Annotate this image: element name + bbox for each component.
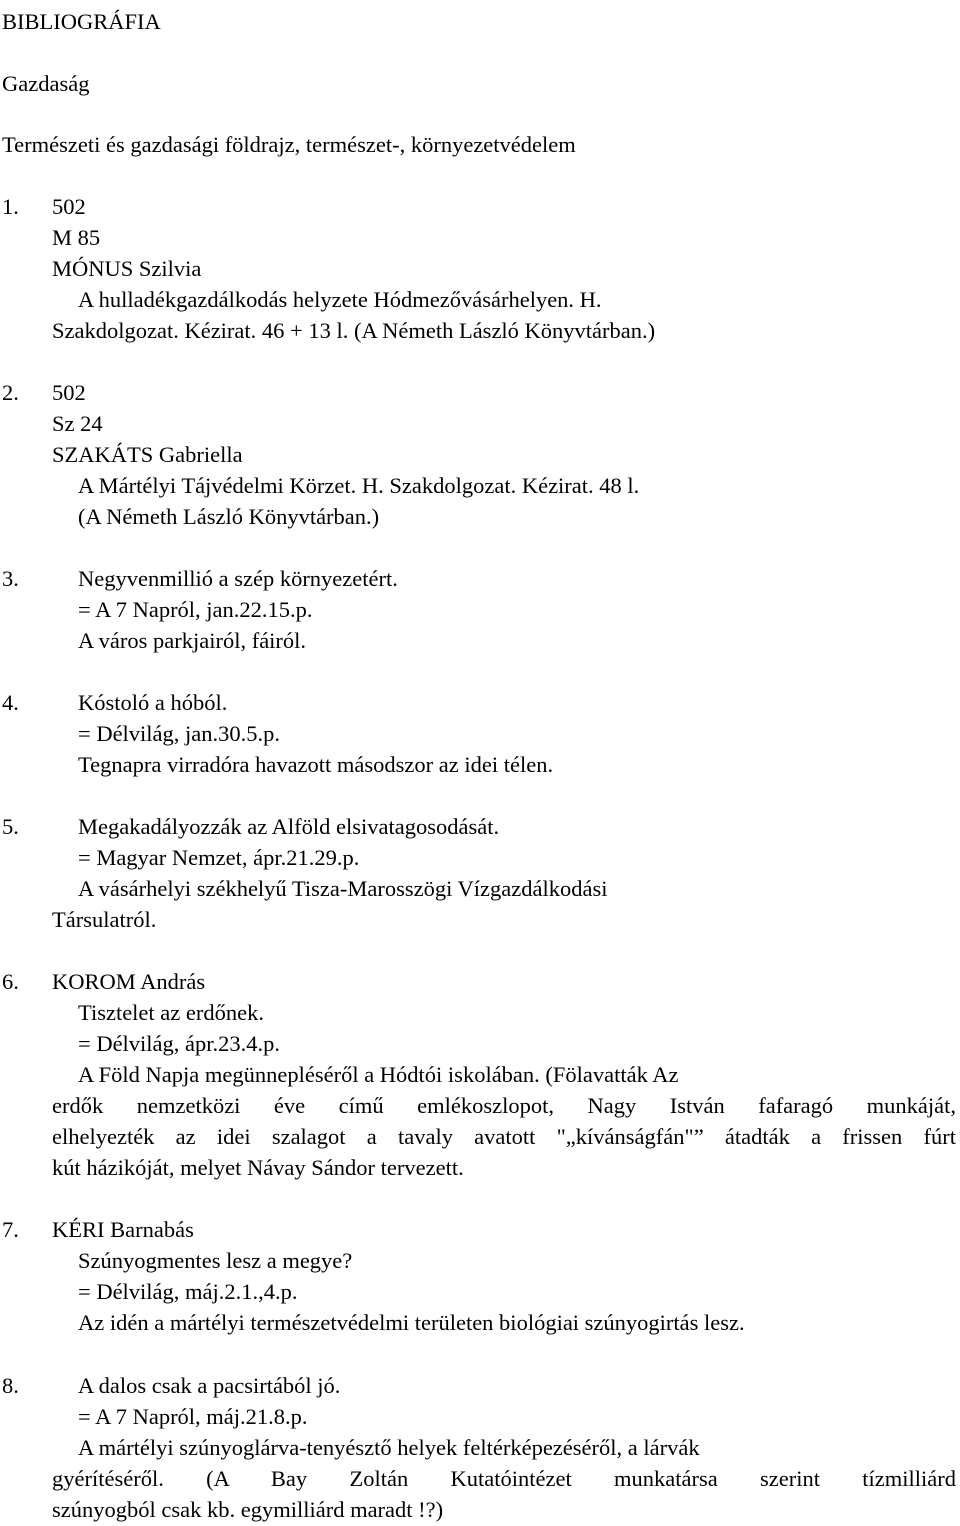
- entry-source: = A 7 Napról, máj.21.8.p.: [78, 1404, 308, 1429]
- entry-text: (A Németh László Könyvtárban.): [78, 504, 380, 529]
- entry-number: 6.: [2, 969, 19, 994]
- entry-note: elhelyezték az idei szalagot a tavaly avatott "„kívánságfán"” átadták a frissen fúrt: [52, 1124, 956, 1149]
- entry-shelf-mark: Sz 24: [52, 411, 103, 436]
- entry-note: A mártélyi szúnyoglárva-tenyésztő helyek feltérképezéséről, a lárvák: [78, 1435, 700, 1460]
- entry-author: SZAKÁTS Gabriella: [52, 442, 243, 467]
- entry-title: Kóstoló a hóból.: [78, 690, 228, 715]
- entry-title: Megakadályozzák az Alföld elsivatagosodását.: [78, 814, 500, 839]
- entry-number: 3.: [2, 566, 19, 591]
- entry-author: KÉRI Barnabás: [52, 1217, 194, 1242]
- entry-number: 7.: [2, 1217, 19, 1242]
- entry-number: 1.: [2, 194, 19, 219]
- section-heading: Gazdaság: [2, 71, 90, 96]
- entry-title: A dalos csak a pacsirtából jó.: [78, 1373, 341, 1398]
- page-title: BIBLIOGRÁFIA: [2, 9, 161, 34]
- entry-author: MÓNUS Szilvia: [52, 256, 202, 281]
- entry-note: Az idén a mártélyi természetvédelmi területen biológiai szúnyogirtás lesz.: [78, 1310, 745, 1335]
- entry-note: A Föld Napja megünnepléséről a Hódtói iskolában. (Fölavatták Az: [78, 1062, 679, 1087]
- entry-number: 2.: [2, 380, 19, 405]
- entry-source: = Magyar Nemzet, ápr.21.29.p.: [78, 845, 360, 870]
- entry-number: 4.: [2, 690, 19, 715]
- entry-note: kút házikóját, melyet Návay Sándor tervezett.: [52, 1155, 464, 1180]
- entry-code: 502: [52, 194, 86, 219]
- entry-source: = Délvilág, jan.30.5.p.: [78, 721, 281, 746]
- entry-number: 5.: [2, 814, 19, 839]
- entry-text: Szakdolgozat. Kézirat. 46 + 13 l. (A Németh László Könyvtárban.): [52, 318, 656, 343]
- entry-source: = Délvilág, máj.2.1.,4.p.: [78, 1279, 298, 1304]
- entry-source: = A 7 Napról, jan.22.15.p.: [78, 597, 313, 622]
- entry-title: Tisztelet az erdőnek.: [78, 1000, 264, 1025]
- entry-note: erdők nemzetközi éve című emlékoszlopot, Nagy István fafaragó munkáját,: [52, 1093, 956, 1118]
- entry-title: Negyvenmillió a szép környezetért.: [78, 566, 398, 591]
- entry-note: Tegnapra virradóra havazott másodszor az idei télen.: [78, 752, 554, 777]
- entry-note: A vásárhelyi székhelyű Tisza-Marosszögi Vízgazdálkodási: [78, 876, 608, 901]
- entry-text: A hulladékgazdálkodás helyzete Hódmezővásárhelyen. H.: [78, 287, 602, 312]
- entry-note: Társulatról.: [52, 907, 157, 932]
- entry-source: = Délvilág, ápr.23.4.p.: [78, 1031, 281, 1056]
- entry-note: szúnyogból csak kb. egymilliárd maradt !?): [52, 1497, 444, 1522]
- entry-shelf-mark: M 85: [52, 225, 101, 250]
- entry-text: A Mártélyi Tájvédelmi Körzet. H. Szakdolgozat. Kézirat. 48 l.: [78, 473, 640, 498]
- subsection-heading: Természeti és gazdasági földrajz, természet-, környezetvédelem: [2, 132, 576, 157]
- entry-note: gyérítéséről. (A Bay Zoltán Kutatóintézet munkatársa szerint tízmilliárd: [52, 1466, 956, 1491]
- entry-title: Szúnyogmentes lesz a megye?: [78, 1248, 353, 1273]
- entry-code: 502: [52, 380, 86, 405]
- entry-number: 8.: [2, 1373, 19, 1398]
- entry-note: A város parkjairól, fáiról.: [78, 628, 307, 653]
- entry-author: KOROM András: [52, 969, 206, 994]
